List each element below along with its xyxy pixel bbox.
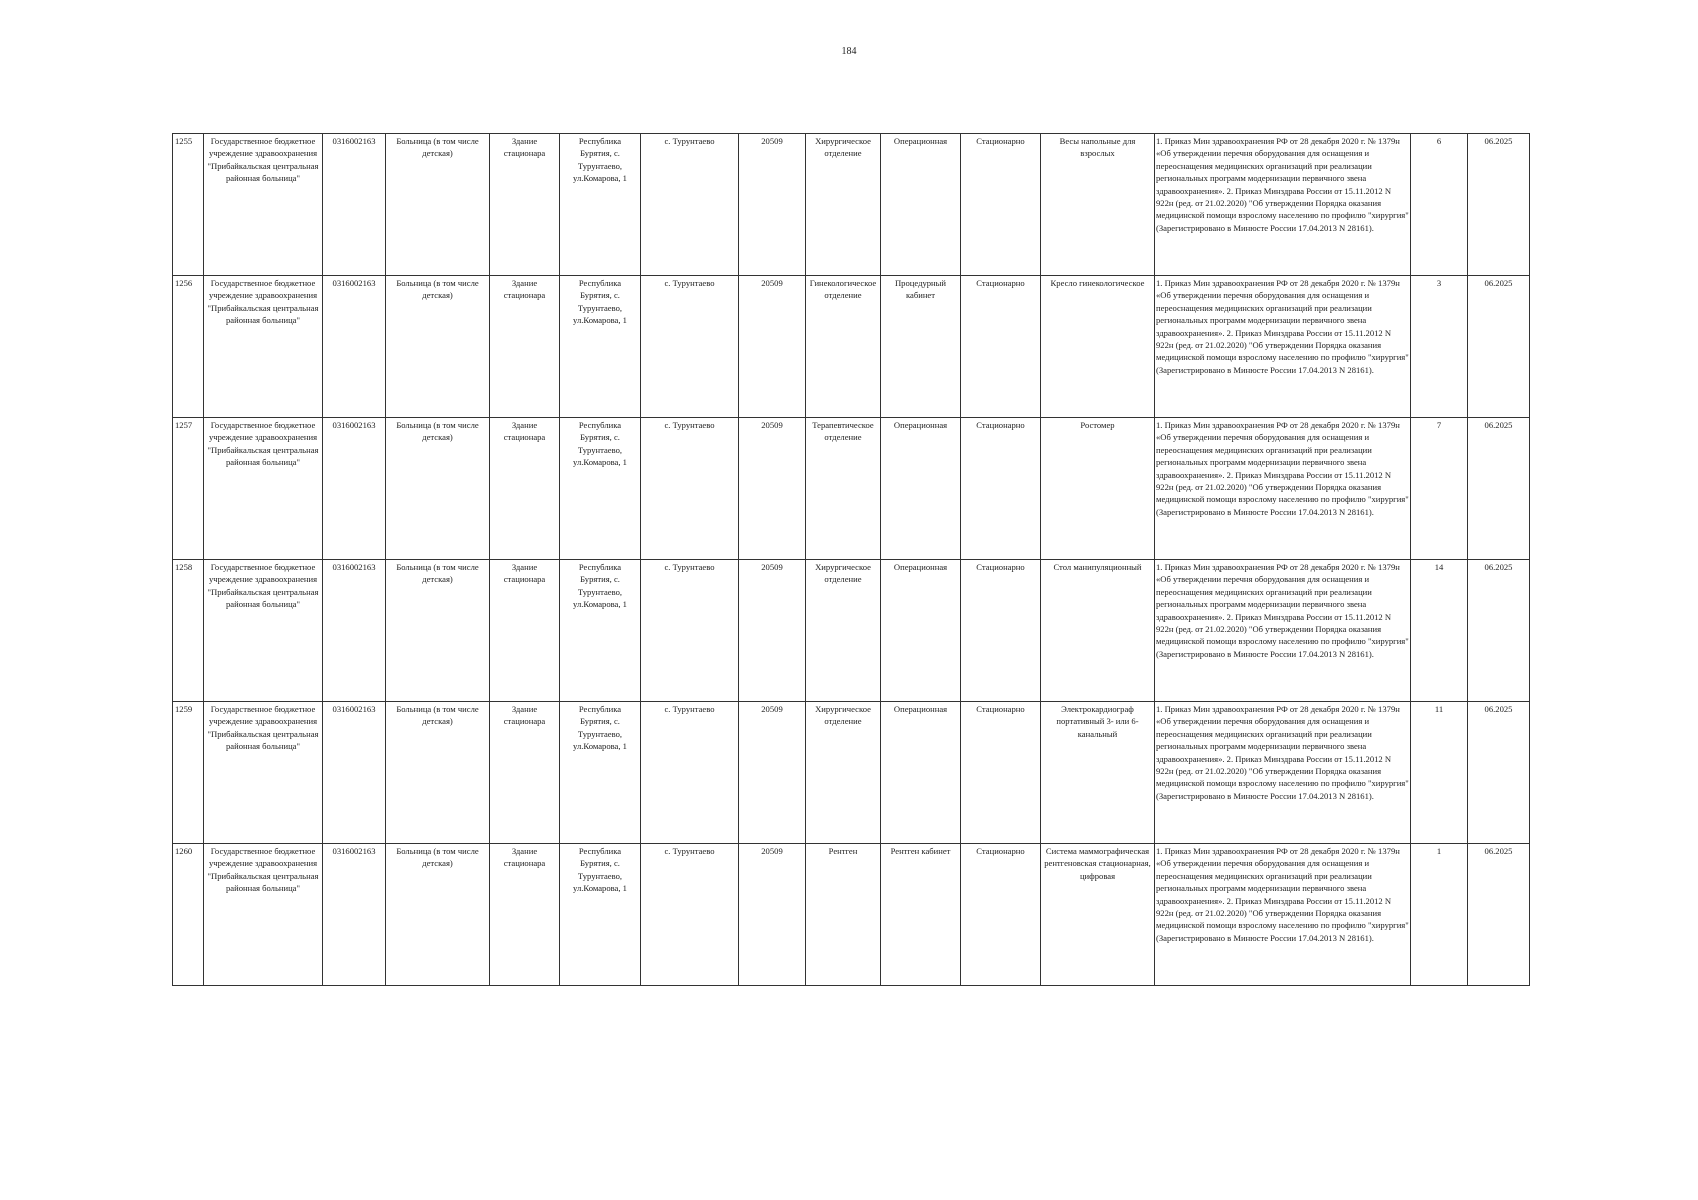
table-row bbox=[173, 702, 1530, 844]
facility-type: Больница (в том числе детская) bbox=[386, 844, 490, 986]
row-number: 1255 bbox=[173, 134, 204, 276]
address: Республика Бурятия, с. Турунтаево, ул.Комарова, 1 bbox=[560, 844, 641, 986]
facility-type: Больница (в том числе детская) bbox=[386, 560, 490, 702]
delivery-date: 06.2025 bbox=[1468, 560, 1530, 702]
building: Здание стационара bbox=[490, 702, 560, 844]
row-number: 1259 bbox=[173, 702, 204, 844]
page-number: 184 bbox=[841, 46, 857, 57]
locality-index: 20509 bbox=[739, 276, 806, 418]
address: Республика Бурятия, с. Турунтаево, ул.Комарова, 1 bbox=[560, 134, 641, 276]
room: Операционная bbox=[881, 560, 961, 702]
locality: с. Турунтаево bbox=[641, 134, 739, 276]
room: Процедурный кабинет bbox=[881, 276, 961, 418]
quantity: 3 bbox=[1411, 276, 1468, 418]
table-row bbox=[173, 276, 1530, 418]
quantity: 1 bbox=[1411, 844, 1468, 986]
row-number: 1257 bbox=[173, 418, 204, 560]
institution-name: Государственное бюджетное учреждение здравоохранения "Прибайкальская центральная районная больница" bbox=[204, 560, 323, 702]
institution-code: 0316002163 bbox=[323, 418, 386, 560]
equipment-name: Весы напольные для взрослых bbox=[1041, 134, 1155, 276]
care-condition: Стационарно bbox=[961, 702, 1041, 844]
table-row bbox=[173, 844, 1530, 986]
building: Здание стационара bbox=[490, 560, 560, 702]
care-condition: Стационарно bbox=[961, 418, 1041, 560]
address: Республика Бурятия, с. Турунтаево, ул.Комарова, 1 bbox=[560, 276, 641, 418]
equipment-name: Кресло гинекологическое bbox=[1041, 276, 1155, 418]
building: Здание стационара bbox=[490, 418, 560, 560]
care-condition: Стационарно bbox=[961, 844, 1041, 986]
locality: с. Турунтаево bbox=[641, 276, 739, 418]
locality: с. Турунтаево bbox=[641, 844, 739, 986]
equipment-name: Стол манипуляционный bbox=[1041, 560, 1155, 702]
locality-index: 20509 bbox=[739, 134, 806, 276]
department: Хирургическое отделение bbox=[806, 560, 881, 702]
locality: с. Турунтаево bbox=[641, 702, 739, 844]
delivery-date: 06.2025 bbox=[1468, 276, 1530, 418]
institution-name: Государственное бюджетное учреждение здравоохранения "Прибайкальская центральная районная больница" bbox=[204, 418, 323, 560]
building: Здание стационара bbox=[490, 844, 560, 986]
institution-name: Государственное бюджетное учреждение здравоохранения "Прибайкальская центральная районная больница" bbox=[204, 134, 323, 276]
row-number: 1258 bbox=[173, 560, 204, 702]
quantity: 6 bbox=[1411, 134, 1468, 276]
legal-basis: 1. Приказ Мин здравоохранения РФ от 28 декабря 2020 г. № 1379н «Об утверждении перечня оборудования для оснащения и переоснащения медицинских организаций при реализации региональных программ модернизации первичного звена здравоохранения». 2. Приказ Минздрава России от 15.11.2012 N 922н (ред. от 21.02.2020) "Об утверждении Порядка оказания медицинской помощи взрослому населению по профилю "хирургия" (Зарегистрировано в Минюсте России 17.04.2013 N 28161). bbox=[1155, 702, 1411, 844]
locality-index: 20509 bbox=[739, 702, 806, 844]
equipment-registry-table bbox=[172, 133, 1530, 986]
care-condition: Стационарно bbox=[961, 134, 1041, 276]
room: Рентген кабинет bbox=[881, 844, 961, 986]
department: Терапевтическое отделение bbox=[806, 418, 881, 560]
facility-type: Больница (в том числе детская) bbox=[386, 276, 490, 418]
table-row bbox=[173, 418, 1530, 560]
row-number: 1256 bbox=[173, 276, 204, 418]
legal-basis: 1. Приказ Мин здравоохранения РФ от 28 декабря 2020 г. № 1379н «Об утверждении перечня оборудования для оснащения и переоснащения медицинских организаций при реализации региональных программ модернизации первичного звена здравоохранения». 2. Приказ Минздрава России от 15.11.2012 N 922н (ред. от 21.02.2020) "Об утверждении Порядка оказания медицинской помощи взрослому населению по профилю "хирургия" (Зарегистрировано в Минюсте России 17.04.2013 N 28161). bbox=[1155, 276, 1411, 418]
address: Республика Бурятия, с. Турунтаево, ул.Комарова, 1 bbox=[560, 418, 641, 560]
address: Республика Бурятия, с. Турунтаево, ул.Комарова, 1 bbox=[560, 560, 641, 702]
locality: с. Турунтаево bbox=[641, 418, 739, 560]
equipment-name: Система маммографическая рентгеновская стационарная, цифровая bbox=[1041, 844, 1155, 986]
delivery-date: 06.2025 bbox=[1468, 702, 1530, 844]
facility-type: Больница (в том числе детская) bbox=[386, 418, 490, 560]
locality: с. Турунтаево bbox=[641, 560, 739, 702]
locality-index: 20509 bbox=[739, 844, 806, 986]
quantity: 14 bbox=[1411, 560, 1468, 702]
room: Операционная bbox=[881, 418, 961, 560]
legal-basis: 1. Приказ Мин здравоохранения РФ от 28 декабря 2020 г. № 1379н «Об утверждении перечня оборудования для оснащения и переоснащения медицинских организаций при реализации региональных программ модернизации первичного звена здравоохранения». 2. Приказ Минздрава России от 15.11.2012 N 922н (ред. от 21.02.2020) "Об утверждении Порядка оказания медицинской помощи взрослому населению по профилю "хирургия" (Зарегистрировано в Минюсте России 17.04.2013 N 28161). bbox=[1155, 418, 1411, 560]
institution-name: Государственное бюджетное учреждение здравоохранения "Прибайкальская центральная районная больница" bbox=[204, 702, 323, 844]
department: Хирургическое отделение bbox=[806, 134, 881, 276]
care-condition: Стационарно bbox=[961, 560, 1041, 702]
legal-basis: 1. Приказ Мин здравоохранения РФ от 28 декабря 2020 г. № 1379н «Об утверждении перечня оборудования для оснащения и переоснащения медицинских организаций при реализации региональных программ модернизации первичного звена здравоохранения». 2. Приказ Минздрава России от 15.11.2012 N 922н (ред. от 21.02.2020) "Об утверждении Порядка оказания медицинской помощи взрослому населению по профилю "хирургия" (Зарегистрировано в Минюсте России 17.04.2013 N 28161). bbox=[1155, 560, 1411, 702]
institution-name: Государственное бюджетное учреждение здравоохранения "Прибайкальская центральная районная больница" bbox=[204, 276, 323, 418]
care-condition: Стационарно bbox=[961, 276, 1041, 418]
facility-type: Больница (в том числе детская) bbox=[386, 134, 490, 276]
building: Здание стационара bbox=[490, 276, 560, 418]
institution-code: 0316002163 bbox=[323, 560, 386, 702]
row-number: 1260 bbox=[173, 844, 204, 986]
room: Операционная bbox=[881, 134, 961, 276]
room: Операционная bbox=[881, 702, 961, 844]
table-row bbox=[173, 134, 1530, 276]
quantity: 11 bbox=[1411, 702, 1468, 844]
department: Хирургическое отделение bbox=[806, 702, 881, 844]
legal-basis: 1. Приказ Мин здравоохранения РФ от 28 декабря 2020 г. № 1379н «Об утверждении перечня оборудования для оснащения и переоснащения медицинских организаций при реализации региональных программ модернизации первичного звена здравоохранения». 2. Приказ Минздрава России от 15.11.2012 N 922н (ред. от 21.02.2020) "Об утверждении Порядка оказания медицинской помощи взрослому населению по профилю "хирургия" (Зарегистрировано в Минюсте России 17.04.2013 N 28161). bbox=[1155, 844, 1411, 986]
institution-code: 0316002163 bbox=[323, 844, 386, 986]
address: Республика Бурятия, с. Турунтаево, ул.Комарова, 1 bbox=[560, 702, 641, 844]
legal-basis: 1. Приказ Мин здравоохранения РФ от 28 декабря 2020 г. № 1379н «Об утверждении перечня оборудования для оснащения и переоснащения медицинских организаций при реализации региональных программ модернизации первичного звена здравоохранения». 2. Приказ Минздрава России от 15.11.2012 N 922н (ред. от 21.02.2020) "Об утверждении Порядка оказания медицинской помощи взрослому населению по профилю "хирургия" (Зарегистрировано в Минюсте России 17.04.2013 N 28161). bbox=[1155, 134, 1411, 276]
facility-type: Больница (в том числе детская) bbox=[386, 702, 490, 844]
equipment-name: Ростомер bbox=[1041, 418, 1155, 560]
locality-index: 20509 bbox=[739, 418, 806, 560]
delivery-date: 06.2025 bbox=[1468, 418, 1530, 560]
institution-code: 0316002163 bbox=[323, 134, 386, 276]
quantity: 7 bbox=[1411, 418, 1468, 560]
table-row bbox=[173, 560, 1530, 702]
institution-code: 0316002163 bbox=[323, 276, 386, 418]
institution-name: Государственное бюджетное учреждение здравоохранения "Прибайкальская центральная районная больница" bbox=[204, 844, 323, 986]
building: Здание стационара bbox=[490, 134, 560, 276]
department: Гинекологическое отделение bbox=[806, 276, 881, 418]
delivery-date: 06.2025 bbox=[1468, 134, 1530, 276]
locality-index: 20509 bbox=[739, 560, 806, 702]
delivery-date: 06.2025 bbox=[1468, 844, 1530, 986]
department: Рентген bbox=[806, 844, 881, 986]
equipment-name: Электрокардиограф портативный 3- или 6-канальный bbox=[1041, 702, 1155, 844]
institution-code: 0316002163 bbox=[323, 702, 386, 844]
